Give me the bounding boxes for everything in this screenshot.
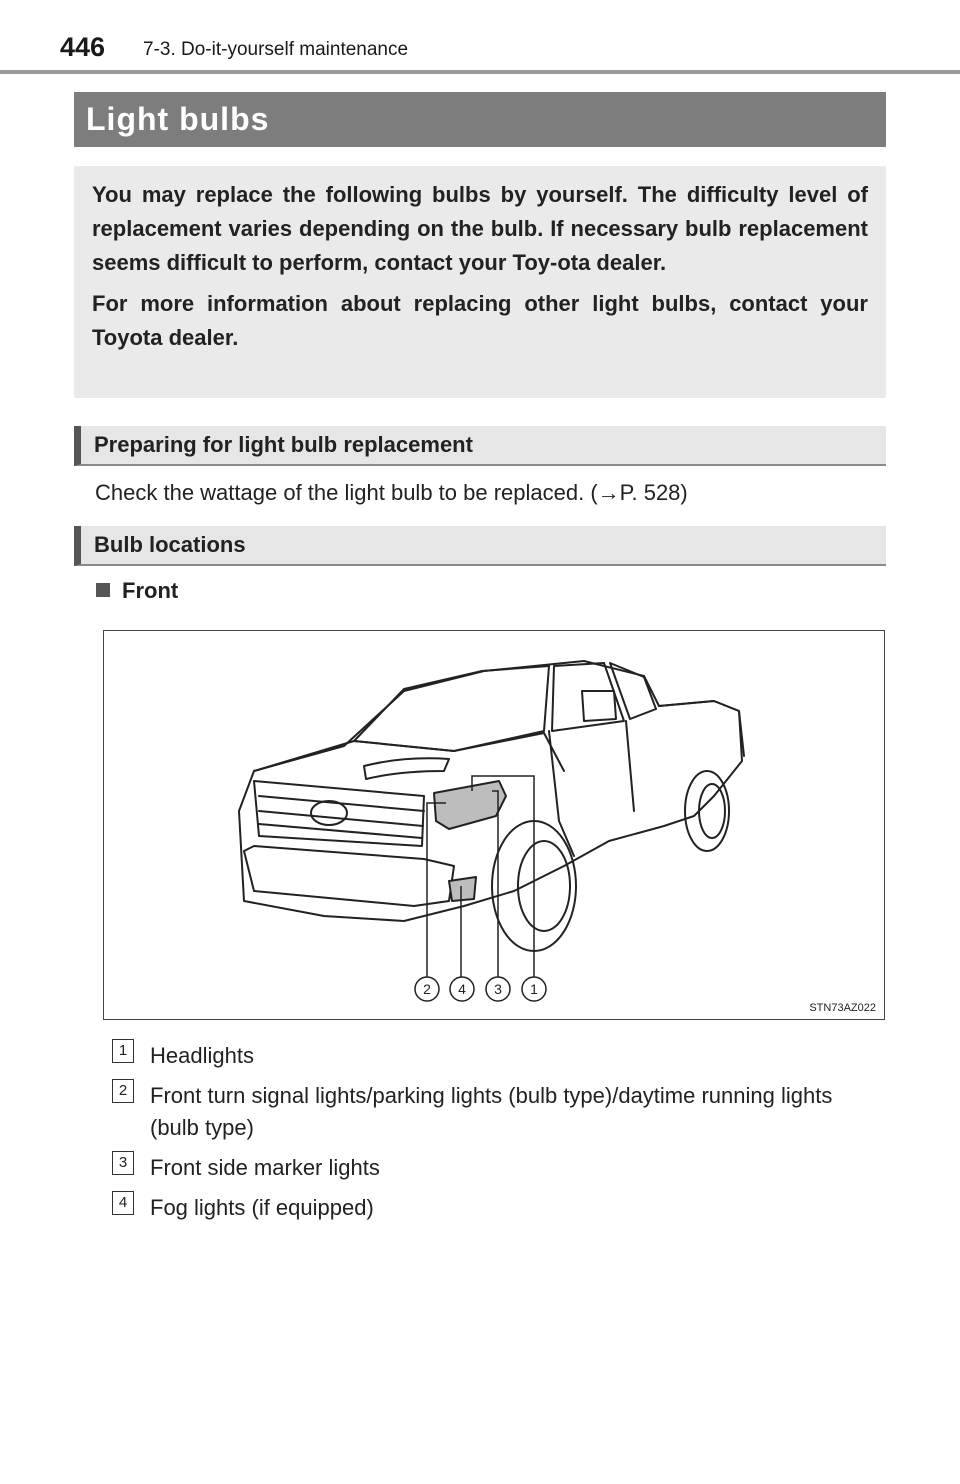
square-bullet-icon bbox=[96, 583, 110, 597]
front-heading bbox=[96, 578, 178, 604]
callout-leader-2 bbox=[427, 803, 446, 985]
pickup-truck-illustration bbox=[104, 631, 886, 1021]
page-title: Light bulbs bbox=[74, 92, 886, 147]
item-number-badge: 2 bbox=[112, 1079, 134, 1103]
item-text: Front turn signal lights/parking lights (bulb type)/daytime running lights (bulb type) bbox=[150, 1083, 833, 1140]
intro-box bbox=[74, 166, 886, 398]
item-text: Fog lights (if equipped) bbox=[150, 1195, 374, 1220]
page-header bbox=[60, 30, 890, 70]
item-text: Headlights bbox=[150, 1043, 254, 1068]
list-item bbox=[108, 1152, 878, 1184]
rear-side-window bbox=[610, 663, 656, 719]
header-divider bbox=[0, 70, 960, 74]
callout-number: 3 bbox=[494, 981, 502, 997]
item-number-badge: 3 bbox=[112, 1151, 134, 1175]
list-item bbox=[108, 1192, 878, 1224]
toyota-emblem bbox=[311, 801, 347, 825]
section-reference: 7-3. Do-it-yourself maintenance bbox=[143, 39, 409, 60]
grille-bar bbox=[259, 824, 422, 838]
bulb-locations-heading: Bulb locations bbox=[74, 526, 886, 566]
preparing-text: Check the wattage of the light bulb to be replaced. (→P. 528) bbox=[95, 480, 688, 505]
grille-bar bbox=[259, 811, 423, 826]
intro-paragraph: You may replace the following bulbs by yourself. The difficulty level of replacement varies depending on the bulb. If necessary bulb replacement seems difficult to perform, contact your Toy-ota dealer. bbox=[92, 182, 868, 275]
preparing-heading: Preparing for light bulb replacement bbox=[74, 426, 886, 466]
fog-light bbox=[449, 877, 476, 901]
callout-number: 2 bbox=[423, 981, 431, 997]
headlight-assembly bbox=[434, 781, 506, 829]
callout-number: 4 bbox=[458, 981, 466, 997]
hood-line bbox=[254, 733, 564, 771]
bulb-legend bbox=[108, 1040, 878, 1232]
mirror bbox=[582, 691, 616, 721]
hood-scoop bbox=[364, 758, 449, 779]
rear-wheel-hub bbox=[699, 784, 725, 838]
page-number: 446 bbox=[60, 32, 106, 62]
list-item bbox=[108, 1040, 878, 1072]
figure-code: STN73AZ022 bbox=[809, 1002, 876, 1014]
intro-paragraph: For more information about replacing other light bulbs, contact your Toyota dealer. bbox=[92, 291, 868, 350]
callout-number: 1 bbox=[530, 981, 538, 997]
front-bumper bbox=[244, 846, 454, 906]
truck-bed bbox=[659, 701, 744, 756]
rear-wheel bbox=[685, 771, 729, 851]
item-number-badge: 4 bbox=[112, 1191, 134, 1215]
list-item bbox=[108, 1080, 878, 1144]
door-line bbox=[626, 721, 634, 811]
front-label: Front bbox=[122, 578, 179, 603]
item-number-badge: 1 bbox=[112, 1039, 134, 1063]
truck-bulb-figure bbox=[103, 630, 885, 1020]
item-text: Front side marker lights bbox=[150, 1155, 380, 1180]
